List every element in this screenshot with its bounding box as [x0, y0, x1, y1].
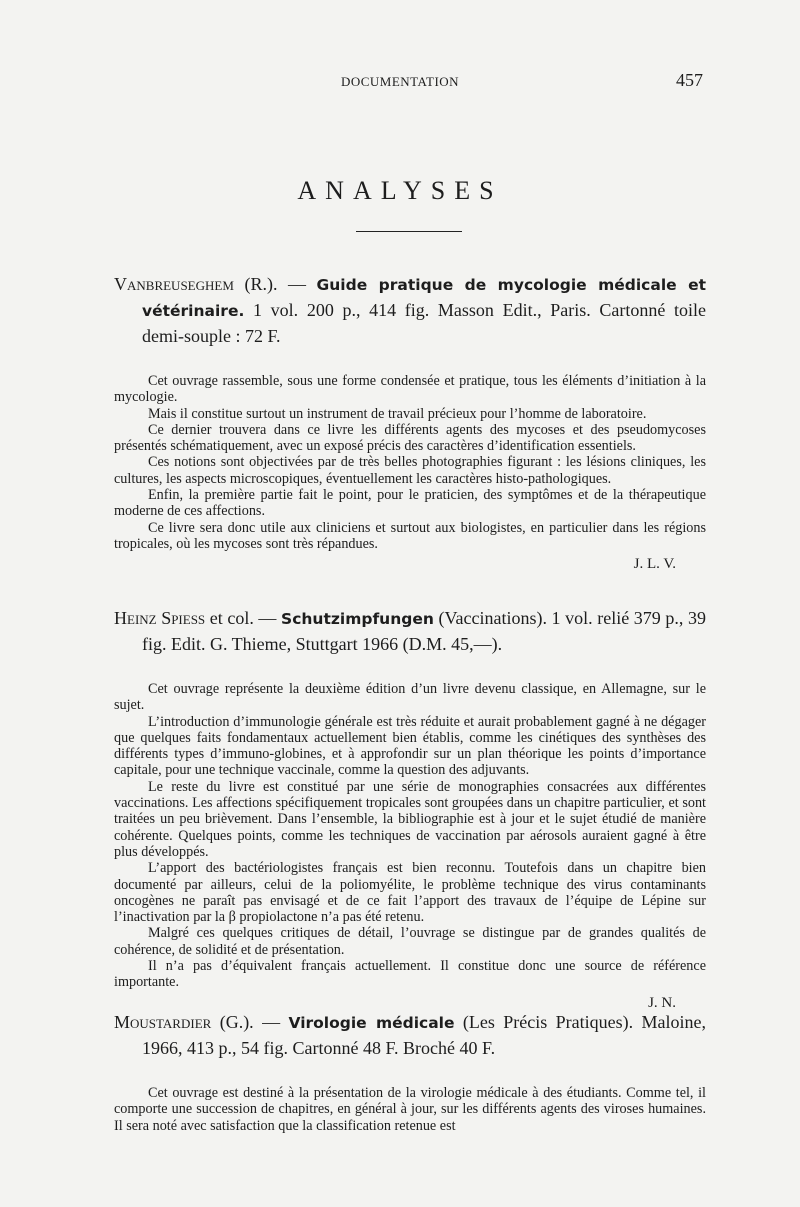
paragraph: L’apport des bactériologistes français est bien reconnu. Toutefois dans un chapitre bien documenté par ailleurs, celui de la poliomyélite, le problème technique des virus contaminants oncogènes ne paraît pas envisagé et de ce fait l’apport des travaux de l’équipe de Lépine sur l’inactivation par la β propiolactone n’a pas été retenu. [114, 860, 706, 926]
paragraph: Mais il constitue surtout un instrument de travail précieux pour l’homme de laboratoire. [148, 405, 647, 422]
page-number: 457 [676, 70, 703, 90]
author-name: Moustardier [114, 1012, 212, 1032]
review-body [114, 373, 706, 552]
review-body [114, 1085, 706, 1134]
review-entry-3 [114, 1010, 706, 1134]
review-entry-2 [114, 606, 706, 1012]
paragraph: Le reste du livre est constitué par une série de monographies consacrées aux différentes vaccinations. Les affections spécifiquement tropicales sont groupées dans un chapitre particulier, et sont traitées un peu brièvement. Dans l’ensemble, la bibliographie est à jour et le sujet étudié de manière cohérente. Quelques points, comme les techniques de vaccination par aérosols auraient gagné à être plus développés. [114, 778, 706, 860]
section-title: ANALYSES [297, 176, 503, 205]
paragraph: Cet ouvrage est destiné à la présentation de la virologie médicale à des étudiants. Comme tel, il comporte une succession de chapitres, en général à jour, sur les différents agents des viroses humaines. Il sera noté avec satisfaction que la classification retenue est [114, 1085, 706, 1134]
paragraph: Ce dernier trouvera dans ce livre les différents agents des mycoses et des pseudomycoses présentés schématiquement, avec un exposé précis des caractères d’identification essentiels. [114, 421, 706, 455]
title-rule [356, 231, 462, 232]
book-title: Schutzimpfungen [281, 610, 434, 628]
author-initials: et col. — [205, 608, 282, 628]
paragraph: Enfin, la première partie fait le point, pour le praticien, des symptômes et de la thérapeutique moderne de ces affections. [114, 487, 706, 520]
paragraph: Cet ouvrage représente la deuxième édition d’un livre devenu classique, en Allemagne, sur le sujet. [114, 681, 706, 714]
citation [114, 272, 706, 349]
paragraph: Ces notions sont objectivées par de très belles photographies figurant : les lésions cliniques, les cultures, les aspects microscopiques, éventuellement les caractères histo-pathologiques. [114, 454, 706, 487]
paragraph: Malgré ces quelques critiques de détail, l’ouvrage se distingue par de grandes qualités de cohérence, de solidité et de présentation. [114, 925, 706, 958]
reviewer-signature: J. L. V. [633, 556, 676, 573]
paragraph: Cet ouvrage rassemble, sous une forme condensée et pratique, tous les éléments d’initiation à la mycologie. [114, 373, 706, 406]
book-details: (Les Précis Pratiques). Maloine, 1966, 413 p., 54 fig. Cartonné 48 F. Broché 40 F. [142, 1012, 706, 1058]
paragraph: Il n’a pas d’équivalent français actuellement. Il constitue donc une source de référence importante. [114, 958, 706, 991]
citation [114, 606, 706, 657]
review-body [114, 681, 706, 991]
book-details: 1 vol. 200 p., 414 fig. Masson Edit., Paris. Cartonné toile demi-souple : 72 F. [142, 300, 706, 346]
paragraph: L’introduction d’immunologie générale est très réduite et aurait probablement gagné à ne dégager que quelques faits fondamentaux actuellement bien établis, comme les cinétiques des synthèses des différents types d’immuno-globines, et à approfondir sur un plan théorique les points d’importance capitale, pour une technique vaccinale, comme la question des adjuvants. [114, 713, 706, 779]
book-title: Virologie médicale [288, 1014, 455, 1032]
author-initials: (G.). — [211, 1012, 289, 1032]
citation [114, 1010, 706, 1061]
reviewer-signature: J. N. [648, 994, 676, 1011]
author-name: Vanbreuseghem [114, 274, 234, 294]
author-initials: (R.). — [233, 274, 317, 294]
author-name: Heinz Spiess [114, 608, 206, 628]
book-details: (Vaccinations). 1 vol. relié 379 p., 39 fig. Edit. G. Thieme, Stuttgart 1966 (D.M. 45,—). [142, 608, 706, 654]
book-title: Guide pratique de mycologie médicale et vétérinaire. [142, 276, 706, 320]
review-entry-1 [114, 272, 706, 573]
running-head: DOCUMENTATION [340, 74, 460, 89]
paragraph: Ce livre sera donc utile aux cliniciens et surtout aux biologistes, en particulier dans les régions tropicales, où les mycoses sont très répandues. [114, 519, 706, 552]
